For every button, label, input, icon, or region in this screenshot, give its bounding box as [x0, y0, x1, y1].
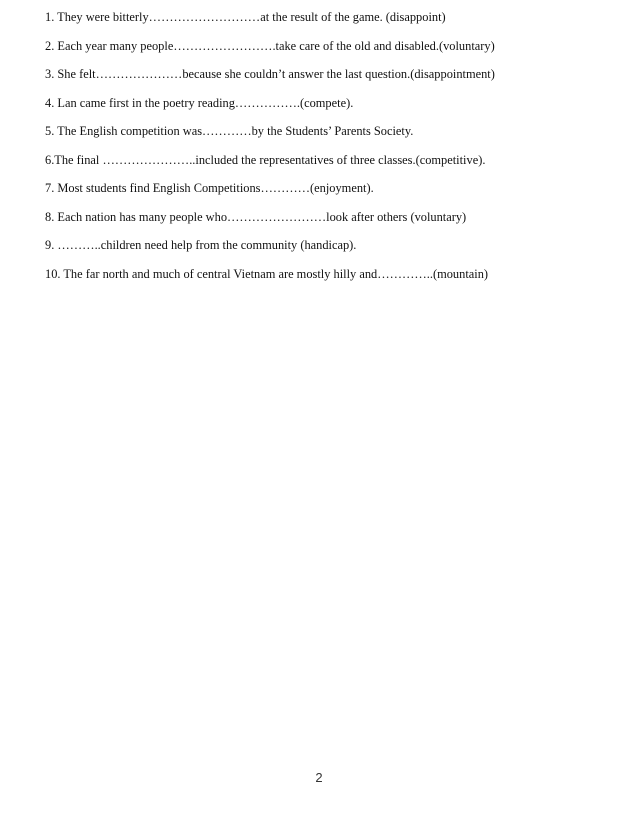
exercise-item-8: 8. Each nation has many people who……………………look after others (voluntary): [45, 209, 467, 224]
exercise-item-3: 3. She felt…………………because she couldn’t answer the last question.(disappointment): [45, 67, 495, 81]
exercise-item-1: 1. They were bitterly………………………at the result of the game. (disappoint): [45, 10, 446, 24]
page-number: 2: [315, 770, 323, 785]
exercise-item-4: 4. Lan came first in the poetry reading…………….(compete).: [45, 95, 354, 110]
exercise-item-5: 5. The English competition was…………by the Students’ Parents Society.: [45, 124, 414, 138]
exercise-item-7: 7. Most students find English Competitions…………(enjoyment).: [45, 181, 374, 195]
exercise-item-9: 9. ………..children need help from the community (handicap).: [45, 238, 357, 252]
exercise-list: [45, 9, 625, 294]
exercise-item-6: 6.The final …………………..included the representatives of three classes.(competitive).: [45, 152, 486, 167]
exercise-item-10: 10. The far north and much of central Vietnam are mostly hilly and…………..(mountain): [45, 266, 489, 281]
exercise-item-2: 2. Each year many people…………………….take care of the old and disabled.(voluntary): [45, 38, 495, 53]
